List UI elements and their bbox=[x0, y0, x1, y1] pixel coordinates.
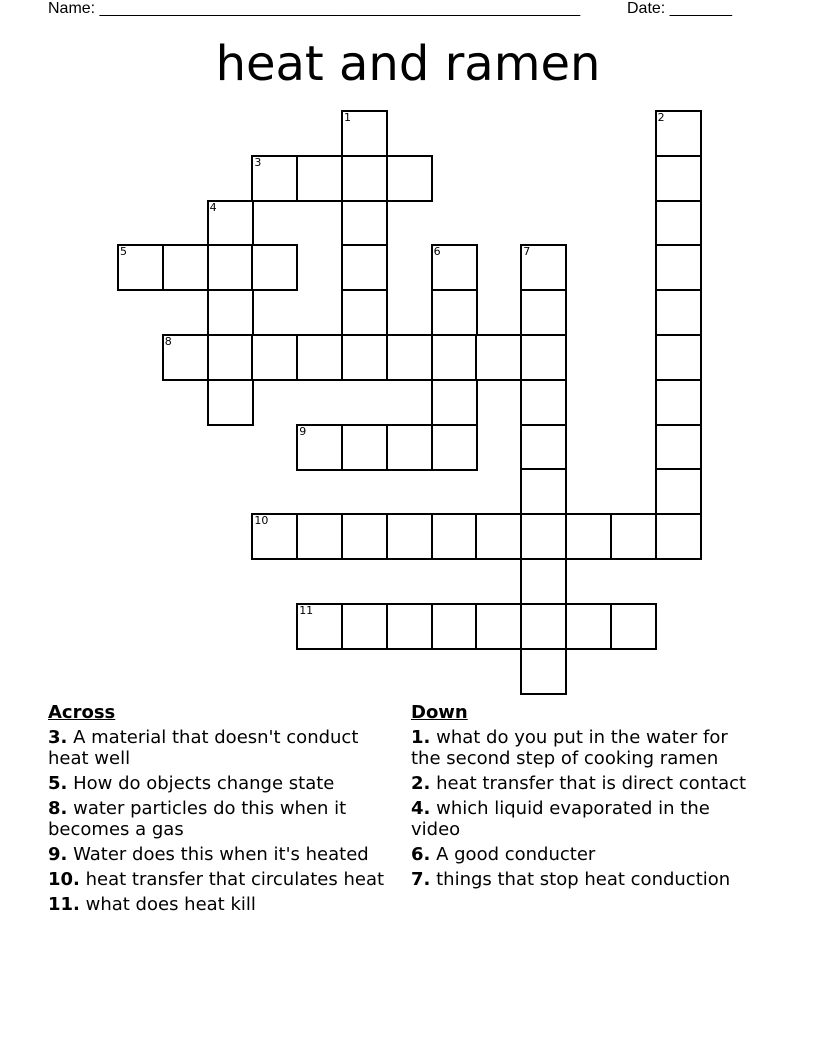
clue-number: 3. bbox=[48, 727, 68, 748]
clue-text: things that stop heat conduction bbox=[430, 869, 731, 890]
clue-number: 2. bbox=[411, 773, 431, 794]
grid-cell[interactable] bbox=[117, 244, 164, 291]
clue bbox=[411, 869, 751, 890]
down-clue-list bbox=[411, 727, 751, 890]
grid-cell[interactable] bbox=[431, 244, 478, 291]
grid-cell[interactable] bbox=[520, 289, 567, 336]
clue bbox=[48, 798, 388, 840]
grid-cell[interactable] bbox=[162, 334, 209, 381]
clue-number: 3 bbox=[254, 155, 262, 169]
clue-number: 9. bbox=[48, 844, 68, 865]
grid-cell[interactable] bbox=[610, 603, 657, 650]
grid-cell[interactable] bbox=[207, 244, 254, 291]
clue-number: 6. bbox=[411, 844, 431, 865]
grid-cell[interactable] bbox=[296, 513, 343, 560]
clue-number: 4 bbox=[209, 200, 217, 214]
grid-cell[interactable] bbox=[520, 334, 567, 381]
clue-number: 11 bbox=[299, 603, 314, 617]
across-clues bbox=[48, 702, 388, 919]
grid-cell[interactable] bbox=[520, 379, 567, 426]
grid-cell[interactable] bbox=[655, 200, 702, 247]
grid-cell[interactable] bbox=[655, 468, 702, 515]
clue-text: which liquid evaporated in the video bbox=[411, 798, 710, 840]
grid-cell[interactable] bbox=[655, 289, 702, 336]
name-field[interactable]: Name: ______________________________________________________ bbox=[48, 0, 581, 17]
grid-cell[interactable] bbox=[655, 334, 702, 381]
clue bbox=[48, 894, 388, 915]
grid-cell[interactable] bbox=[610, 513, 657, 560]
clue-number: 7. bbox=[411, 869, 431, 890]
clue-number: 10 bbox=[254, 514, 269, 528]
clue-number: 5. bbox=[48, 773, 68, 794]
grid-cell[interactable] bbox=[520, 468, 567, 515]
grid-cell[interactable] bbox=[655, 110, 702, 157]
puzzle-title: heat and ramen bbox=[215, 36, 601, 92]
grid-cell[interactable] bbox=[207, 200, 254, 247]
grid-cell[interactable] bbox=[207, 379, 254, 426]
clue bbox=[48, 844, 388, 865]
clue-text: what does heat kill bbox=[79, 894, 256, 915]
grid-cell[interactable] bbox=[386, 424, 433, 471]
clue-number: 4. bbox=[411, 798, 431, 819]
grid-cell[interactable] bbox=[475, 513, 522, 560]
clue-number: 8. bbox=[48, 798, 68, 819]
grid-cell[interactable] bbox=[431, 334, 478, 381]
grid-cell[interactable] bbox=[520, 244, 567, 291]
grid-cell[interactable] bbox=[251, 244, 298, 291]
clue-number: 9 bbox=[299, 424, 307, 438]
grid-cell[interactable] bbox=[162, 244, 209, 291]
clue-number: 11. bbox=[48, 894, 80, 915]
clue-text: Water does this when it's heated bbox=[67, 844, 369, 865]
grid-cell[interactable] bbox=[251, 155, 298, 202]
grid-cell[interactable] bbox=[431, 424, 478, 471]
grid-cell[interactable] bbox=[341, 200, 388, 247]
grid-cell[interactable] bbox=[520, 603, 567, 650]
grid-cell[interactable] bbox=[341, 244, 388, 291]
down-heading: Down bbox=[411, 702, 468, 723]
clue-number: 10. bbox=[48, 869, 80, 890]
grid-cell[interactable] bbox=[431, 513, 478, 560]
grid-cell[interactable] bbox=[341, 289, 388, 336]
clue-number: 2 bbox=[657, 111, 665, 124]
clue-text: A material that doesn't conduct heat well bbox=[48, 727, 359, 769]
clue-number: 6 bbox=[433, 245, 441, 259]
grid-cell[interactable] bbox=[520, 513, 567, 560]
grid-cell[interactable] bbox=[341, 513, 388, 560]
clue-number: 8 bbox=[164, 335, 172, 348]
clue-text: How do objects change state bbox=[67, 773, 335, 794]
clue bbox=[411, 798, 751, 840]
across-heading: Across bbox=[48, 702, 116, 723]
grid-cell[interactable] bbox=[207, 289, 254, 336]
grid-cell[interactable] bbox=[296, 603, 343, 650]
grid-cell[interactable] bbox=[296, 155, 343, 202]
grid-cell[interactable] bbox=[431, 603, 478, 650]
clue-number: 1 bbox=[344, 111, 351, 124]
clue bbox=[411, 844, 751, 865]
grid-cell[interactable] bbox=[341, 110, 388, 157]
grid-cell[interactable] bbox=[520, 424, 567, 471]
grid-cell[interactable] bbox=[341, 155, 388, 202]
grid-cell[interactable] bbox=[475, 603, 522, 650]
date-field[interactable]: Date: _______ bbox=[627, 0, 732, 17]
clue bbox=[411, 773, 751, 794]
grid-cell[interactable] bbox=[475, 334, 522, 381]
clue-number: 7 bbox=[523, 245, 531, 259]
grid-cell[interactable] bbox=[251, 334, 298, 381]
clue-number: 5 bbox=[120, 245, 127, 259]
grid-cell[interactable] bbox=[565, 603, 612, 650]
clue-text: heat transfer that circulates heat bbox=[79, 869, 385, 890]
clue-number: 1. bbox=[411, 727, 431, 748]
across-clue-list bbox=[48, 727, 388, 915]
grid-cell[interactable] bbox=[386, 603, 433, 650]
clue-text: A good conducter bbox=[430, 844, 596, 865]
grid-cell[interactable] bbox=[341, 603, 388, 650]
grid-cell[interactable] bbox=[520, 558, 567, 605]
clue bbox=[48, 727, 388, 769]
clue-text: heat transfer that is direct contact bbox=[430, 773, 747, 794]
grid-cell[interactable] bbox=[655, 424, 702, 471]
grid-cell[interactable] bbox=[341, 334, 388, 381]
grid-cell[interactable] bbox=[386, 155, 433, 202]
clue bbox=[411, 727, 751, 769]
grid-cell[interactable] bbox=[386, 513, 433, 560]
grid-cell[interactable] bbox=[207, 334, 254, 381]
down-clues bbox=[411, 702, 751, 894]
grid-cell[interactable] bbox=[655, 244, 702, 291]
grid-cell[interactable] bbox=[296, 334, 343, 381]
clue bbox=[48, 869, 388, 890]
grid-cell[interactable] bbox=[655, 513, 702, 560]
grid-cell[interactable] bbox=[251, 513, 298, 560]
grid-cell[interactable] bbox=[431, 289, 478, 336]
grid-cell[interactable] bbox=[565, 513, 612, 560]
clue-text: water particles do this when it becomes a gas bbox=[48, 798, 347, 840]
clue bbox=[48, 773, 388, 794]
grid-cell[interactable] bbox=[655, 155, 702, 202]
grid-cell[interactable] bbox=[655, 379, 702, 426]
grid-cell[interactable] bbox=[386, 334, 433, 381]
grid-cell[interactable] bbox=[296, 424, 343, 471]
grid-cell[interactable] bbox=[431, 379, 478, 426]
grid-cell[interactable] bbox=[341, 424, 388, 471]
grid-cell[interactable] bbox=[520, 648, 567, 695]
clue-text: what do you put in the water for the second step of cooking ramen bbox=[411, 727, 728, 769]
